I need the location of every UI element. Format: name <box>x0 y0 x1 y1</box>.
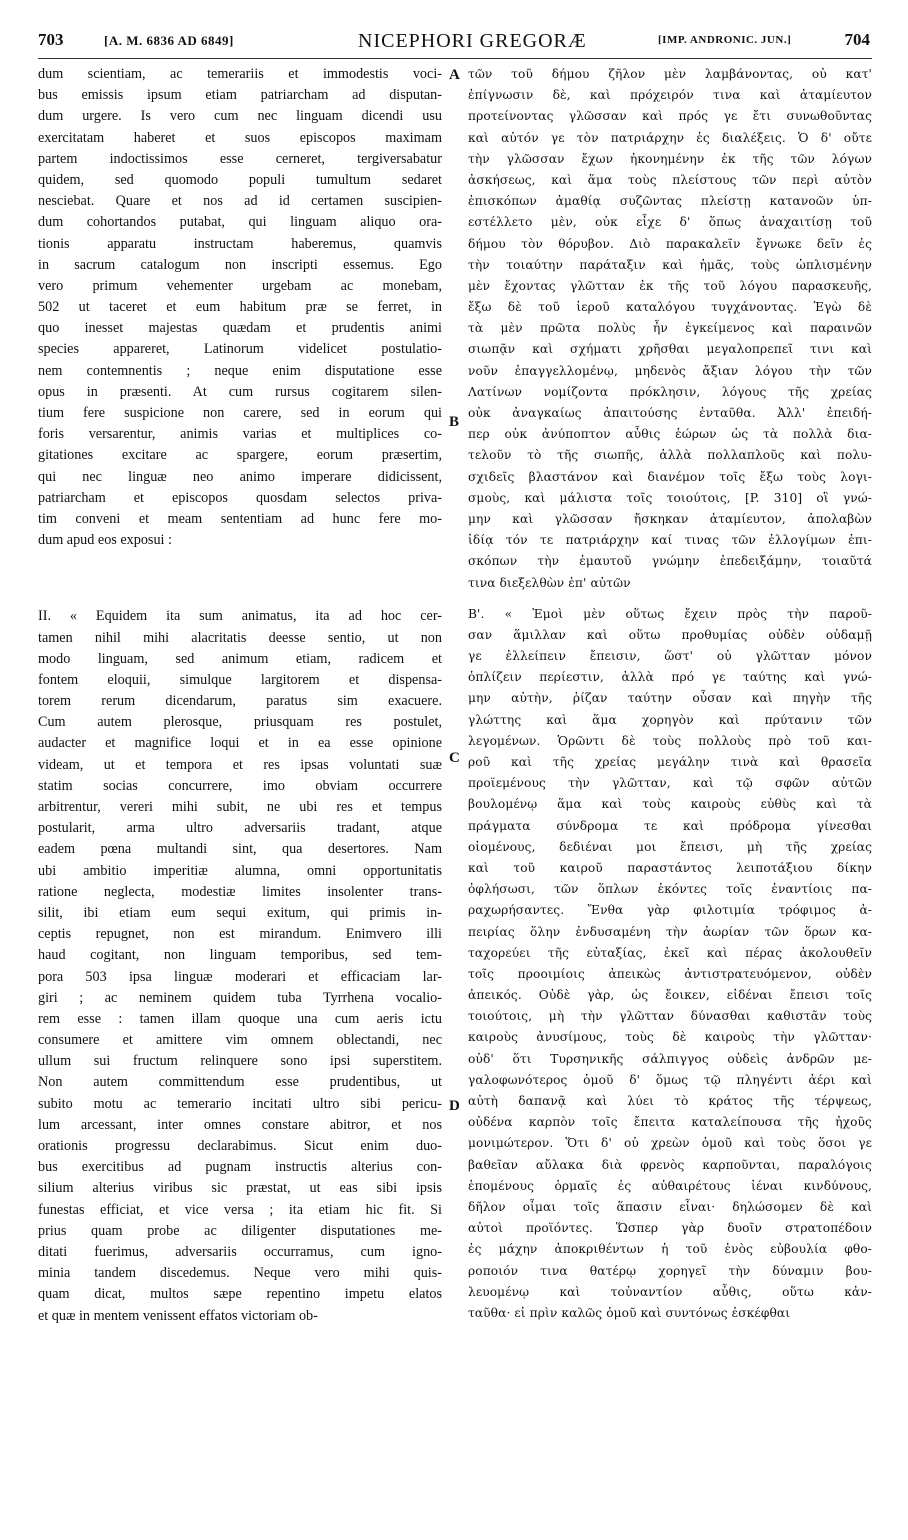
latin-text-line: pora 503 ipsa linguæ moderari et efficaciam lar- <box>38 968 442 985</box>
latin-text-line: arbitrentur, vereri mihi subit, ne ubi res et tempus <box>38 799 442 815</box>
latin-text-line: ratione neglecta, modestiæ limites insolenter trans- <box>38 883 442 900</box>
greek-text-line: οὐκ ἀναγκαίως ἀπαιτούσης ἐνταῦθα. Ἀλλ' ἐπειδή- <box>468 406 872 420</box>
latin-text-line: funestas efficiat, et vice versa ; ita etiam hic fit. Si <box>38 1201 442 1218</box>
reign-label: [IMP. ANDRONIC. JUN.] <box>658 34 792 46</box>
latin-text-line: nesciebat. Quare et nos ad id certamen suscipien- <box>38 193 442 210</box>
latin-text-line: II. « Equidem ita sum animatus, ita ad hoc cer- <box>38 608 442 625</box>
latin-text-line: silit, ibi etiam eum sequi exitum, qui primis in- <box>38 904 442 921</box>
latin-text-line: modo linguam, sed animum etiam, radicem et <box>38 650 442 667</box>
latin-text-line: postularit, arma ultro adversariis tradant, atque <box>38 820 442 837</box>
greek-text-line: ἀπεικός. Οὐδὲ γὰρ, ὡς ἔοικεν, εἰδέναι ἔπεισι τοῖς <box>468 988 872 1003</box>
latin-text-line: dum cohortandos putabat, qui linguam aliquo ora- <box>38 214 442 231</box>
greek-text-line: βαθεῖαν αὔλακα διὰ φρενὸς καρποῦνται, παραλόγοις <box>468 1157 872 1172</box>
latin-text-line: tim conveni et meam sententiam ad hunc fere mo- <box>38 510 442 527</box>
greek-text-line: δήμου τὸν θόρυβον. Διὸ παρακαλεῖν ἔγνωκε δεῖν ἐς <box>468 236 872 251</box>
greek-column <box>468 64 872 1324</box>
greek-text-line: καὶ αὐτόν γε τὸν πατριάρχην ἐς διαλέξεις. Ὁ δ' οὔτε <box>468 130 872 145</box>
greek-text-line: Λατίνων νομίζοντα πρόκλησιν, λόγους τῆς χρείας <box>468 384 872 399</box>
greek-text-line: ροῦ καὶ τῆς χρείας μεγάλην τινὰ καὶ θρασεῖα <box>468 755 872 769</box>
greek-text-line: λευομένῳ καὶ τοὐναντίον αὖθις, οὕτω κἀν- <box>468 1284 872 1299</box>
paragraph-gap <box>468 594 872 604</box>
greek-text-line: σιωπᾷν καὶ σχήματι χρῆσθαι μεγαλοπρεπεῖ τινι καὶ <box>468 342 872 357</box>
latin-text-line: Cum autem plerosque, priusquam res postulet, <box>38 714 442 731</box>
latin-text-line: tium fere suspicione non carere, sed in eorum qui <box>38 405 442 421</box>
latin-column <box>38 64 442 1327</box>
page-number-right: 704 <box>844 30 870 49</box>
greek-text-line: οἰομένους, δεδιέναι μοι ἔπεισι, μὴ τῆς χρείας <box>468 839 872 854</box>
greek-text-line: μην αὐτὴν, ῥίζαν ταύτην οὖσαν καὶ πηγὴν τῆς <box>468 691 872 706</box>
latin-text-line: bus emissis ipsum etiam patriarcham ad disputan- <box>38 87 442 104</box>
greek-text-line: αὐτὴ δαπανᾷ καὶ λύει τὸ κράτος τῆς τέρψεως, <box>468 1094 872 1108</box>
greek-text-line: τὴν γλῶσσαν ἔχων ἠκονημένην ἐκ τῆς τῶν λόγων <box>468 151 872 166</box>
latin-text-line: partem indoctissimos esse cerneret, tergiversabatur <box>38 150 442 167</box>
greek-text-line: πράγματα σύνδρομα τε καὶ πρόδρομα γίνεσθαι <box>468 818 872 833</box>
latin-text-line: quidem, sed quomodo populi tumultum sedaret <box>38 171 442 188</box>
greek-text-line: τινα διεξελθὼν ἐπ' αὐτῶν <box>468 575 631 590</box>
greek-text-line: ταχορεύει τῆς εὐταξίας, ἐκεῖ καὶ πέρας ἀκολουθεῖν <box>468 945 872 960</box>
latin-text-line: prius quam probe ac diligenter disputationes me- <box>38 1222 442 1239</box>
greek-text-line: οὐδένα καρπὸν τοῖς ἔπειτα καταλείπουσα τῆς ἠχοῦς <box>468 1115 872 1130</box>
greek-text-line: τελοῦν τὸ τῆς σιωπῆς, ἀλλὰ πολλαπλοῦς καὶ πολυ- <box>468 448 872 463</box>
latin-text-line: nem contemnentis ; neque enim disputatione esse <box>38 362 442 379</box>
latin-text-line: opus in præsenti. At cum rursus cogitarem silen- <box>38 383 442 400</box>
greek-text-line: πειρίας ὅλην ἐνδυσαμένη τὴν ἀωρίαν τῶν ὅρων κα- <box>468 924 872 939</box>
latin-text-line: in sacrum catalogum non inscripti essemus. Ego <box>38 256 442 273</box>
margin-marker-c: C <box>449 750 460 766</box>
latin-text-line: bus exercitibus ad pugnam instructis alterius con- <box>38 1159 442 1176</box>
page-number-left: 703 <box>38 30 64 49</box>
running-header <box>38 30 870 58</box>
greek-text-line: περ οὐκ ἀνύποπτον αὖθις ἑώρων ὡς τὰ πολλὰ δια- <box>468 427 872 442</box>
greek-text-line: σμοὺς, καὶ μάλιστα τοῖς τοιούτοις, [P. 310] οἳ γνώ- <box>468 490 872 505</box>
greek-text-line: προϊεμένους τὴν γλῶτταν, καὶ τῷ σφῶν αὐτῶν <box>468 776 872 791</box>
latin-text-line: species appareret, Latinorum videlicet postulatio- <box>38 341 442 358</box>
greek-text-line: μονιμώτερον. Ὅτι δ' οὐ χρεὼν ὁμοῦ καὶ τοὺς ὅσοι γε <box>468 1136 872 1151</box>
latin-text-line: minia tandem discedemus. Neque vero mihi quis- <box>38 1265 442 1282</box>
greek-text-line: καὶ τοῦ καιροῦ παραστάντος λειποτάξιου δίκην <box>468 860 872 875</box>
greek-text-line: ἔξω δὲ τοῦ ἱεροῦ καταλόγου τυγχάνοντας. Ἐγὼ δὲ <box>468 300 872 315</box>
greek-text-line: ραχωρήσαντες. Ἔνθα γὰρ φιλοτιμία τρόφιμος ἀ- <box>468 903 872 918</box>
latin-text-line: eadem pœna multandi sint, qua desertores. Nam <box>38 841 442 858</box>
greek-text-line: σκόπων τὴν ἐμαυτοῦ γνώμην ἐπεδειξάμην, τοιαῦτά <box>468 554 872 569</box>
latin-text-line: giri ; ac neminem quidem tuba Tyrrhena vocalio- <box>38 989 442 1006</box>
latin-text-line: qui nec linguæ neo animo imperare didicissent, <box>38 468 442 485</box>
greek-text-line: λεγομένων. Ὁρῶντι δὲ τοὺς πολλοὺς πρὸ τοῦ και- <box>468 733 872 748</box>
margin-marker-d: D <box>449 1098 460 1114</box>
latin-text-line: fontem eloquii, simulque largitorem et dispensa- <box>38 671 442 688</box>
greek-text-line: τῶν τοῦ δήμου ζῆλον μὲν λαμβάνοντας, οὐ κατ' <box>468 67 872 81</box>
margin-marker-a: A <box>449 67 460 83</box>
latin-text-line: dum apud eos exposui : <box>38 532 172 549</box>
greek-text-line: τοῖς προοιμίοις ἀπεικὼς ἀντιστρατευόμενον, οὐδὲν <box>468 966 872 981</box>
greek-text-line: γαλοφωνότερος ὁμοῦ δ' ὅμως τῷ πληγέντι ἀέρι καὶ <box>468 1072 872 1087</box>
greek-text-line: ἐπισκόπων ἀμαθίᾳ συζῶντας πλείστῃ κατανοῶν ὑπ- <box>468 194 872 209</box>
greek-text-line: σαν ἅμιλλαν καὶ οὕτω προθυμίας οὐδὲν οὐδαμῇ <box>468 627 872 642</box>
latin-text-line: lum arcessant, inter omnes constare abitror, et nos <box>38 1116 442 1133</box>
greek-text-line: σχιδεῖς βλαστάνον καὶ διανέμον τοῖς ἔξω τοὺς λογι- <box>468 469 872 484</box>
greek-text-line: δῆλον οἶμαι τοῖς ἅπασιν εἶναι· δηλώσομεν δὲ καὶ <box>468 1199 872 1214</box>
latin-text-line: tamen nihil mihi alacritatis deesse sentio, ut non <box>38 629 442 646</box>
greek-text-line: τὴν τοιαύτην παράταξιν καὶ ἡμᾶς, τοὺς ὡπλισμένην <box>468 257 872 272</box>
latin-text-line: patriarcham et episcopos quosdam selectos priva- <box>38 489 442 506</box>
latin-text-line: et quæ in mentem venissent effatos victoriam ob- <box>38 1307 318 1324</box>
running-title: NICEPHORI GREGORÆ <box>358 30 587 52</box>
latin-text-line: dum urgere. Is vero cum nec linguam dicendi usu <box>38 108 442 125</box>
year-range: [A. M. 6836 AD 6849] <box>104 33 234 48</box>
greek-text-line: εστέλλετο μὲν, οὐκ εἶχε δ' ὅπως ἀναχαιτίσῃ τοῦ <box>468 215 872 230</box>
latin-text-line: gitationes excitare ac spargere, eorum præsertim, <box>38 447 442 464</box>
greek-text-line: ἀσκήσεως, καὶ ἅμα τοὺς πλείστους τῶν περὶ αὐτὸν <box>468 172 872 187</box>
greek-text-line: μην καὶ γλῶσσαν ἤσκηκαν ἀταμίευτον, ἀπολαβὼν <box>468 511 872 526</box>
greek-text-line: τὰ μὲν πρῶτα πολὺς ἦν ἐγκείμενος καὶ παραινῶν <box>468 321 872 336</box>
greek-text-line: ἐς μάχην ἀποκριθέντων ἡ τοῦ ἑνὸς εὐβουλία φθο- <box>468 1242 872 1257</box>
greek-text-line: γλώττης καὶ ἅμα χορηγὸν καὶ πρύτανιν τῶν <box>468 712 872 727</box>
greek-text-line: ἰδίᾳ τόν τε πατριάρχην καί τινας τῶν ἐλλογίμων ἐπι- <box>468 533 872 548</box>
paragraph-gap <box>38 551 442 606</box>
latin-text-line: quo inesset majestas quædam et prudentis animi <box>38 320 442 337</box>
greek-text-line: ὁπλίζειν περίεστιν, ἀλλὰ πρό γε ταύτης καὶ γνώ- <box>468 670 872 685</box>
greek-text-line: ροποιόν τινα θατέρῳ χορηγεῖ τὴν δύναμιν βου- <box>468 1263 872 1278</box>
margin-marker-b: B <box>449 414 460 430</box>
greek-text-line: αὐτοὶ προϊόντες. Ὥσπερ γὰρ δυοῖν στρατοπέδοιν <box>468 1221 872 1236</box>
latin-text-line: ubi ambitio imperitiæ alumna, omni opportunitatis <box>38 862 442 879</box>
latin-text-line: tionis apparatu instructam haberemus, quamvis <box>38 235 442 252</box>
greek-text-line: νοῦν ἐπαγγελλομένῳ, μηδενὸς ἄξιαν λόγου τὴν τῶν <box>468 363 872 378</box>
latin-text-line: foris versarentur, animis varias et multiplices co- <box>38 426 442 443</box>
greek-text-line: Β'. « Ἐμοὶ μὲν οὕτως ἔχειν πρὸς τὴν παροῦ- <box>468 606 872 621</box>
latin-text-line: videam, ut et tempora et res ipsas voluntati suæ <box>38 756 442 773</box>
latin-text-line: vero primum vehementer urgebam ac monebam, <box>38 277 442 294</box>
latin-text-line: dum scientiam, ac temerariis et immodestis voci- <box>38 66 442 82</box>
latin-text-line: ceptis repugnet, non est mirandum. Enimvero illi <box>38 926 442 943</box>
greek-text-line: τοιούτοις, μὴ τὴν γλῶτταν δύνασθαι καθιστᾶν τοὺς <box>468 1009 872 1024</box>
latin-text-line: Non autem committendum esse prudentibus, ut <box>38 1074 442 1091</box>
latin-text-line: ullum sui fructum relinquere sono ipsi superstitem. <box>38 1053 442 1070</box>
latin-text-line: quam dicat, multos sæpe repentino impetu elatos <box>38 1286 442 1303</box>
latin-text-line: orationis progressu declarabimus. Sicut enim duo- <box>38 1138 442 1154</box>
latin-text-line: subito motu ac temerario incitati ultro sibi pericu- <box>38 1095 442 1112</box>
latin-text-line: exercitatam haberet et suos episcopos maximam <box>38 129 442 146</box>
latin-text-line: torem rerum dicendarum, paratus sim exacuere. <box>38 693 442 710</box>
latin-text-line: audacter et magnifice loqui et in ea esse opinione <box>38 735 442 752</box>
latin-text-line: silium alterius viribus sic præstat, ut eas sibi ipsis <box>38 1180 442 1197</box>
header-rule <box>38 58 872 59</box>
greek-text-line: μὲν ἔχοντας γλῶτταν ἐκ τῆς τοῦ λόγου παρασκευῆς, <box>468 278 872 293</box>
greek-text-line: οὐδ' ὅτι Τυρσηνικῆς σάλπιγγος οὐδεὶς ἀνδρῶν με- <box>468 1051 872 1066</box>
greek-text-line: ἑπομένους ὁρμαῖς ἐς αὐθαιρέτους ἰέναι κινδύνους, <box>468 1178 872 1193</box>
latin-text-line: ditati fuerimus, adversariis occurramus, cum igno- <box>38 1243 442 1260</box>
greek-text-line: βουλομένῳ ἅμα καὶ τοὺς καιροὺς εὐθὺς καὶ τὰ <box>468 797 872 812</box>
greek-text-line: ταῦθα· εἰ πρὶν καλῶς ὁμοῦ καὶ συντόνως ἐσκέφθαι <box>468 1305 791 1320</box>
latin-text-line: haud cogitant, non linguam temporibus, sed tem- <box>38 947 442 964</box>
greek-text-line: καιροὺς ἀνυσίμους, τοὺς δὲ καιροὺς τὴν γλῶτταν· <box>468 1030 872 1045</box>
greek-text-line: ἐπίγνωσιν δὲ, καὶ πρόχειρόν τινα καὶ ἀταμίευτον <box>468 88 872 103</box>
latin-text-line: 502 ut taceret et eum habitum præ se ferret, in <box>38 299 442 316</box>
greek-text-line: ὀφλήσωσι, τῶν ὅπλων ἑκόντες τοῖς ἐναντίοις πα- <box>468 882 872 897</box>
greek-text-line: προτείνοντας γλῶσσαν καὶ πρός γε ἔτι συνωθοῦντας <box>468 109 872 124</box>
latin-text-line: statim socias concurrere, imo obviam occurrere <box>38 777 442 794</box>
latin-text-line: rem esse : tamen illam quoque una cum aeris ictu <box>38 1010 442 1027</box>
greek-text-line: γε ἐλλείπειν ἔπεισιν, ὥστ' οὐ γλῶτταν μόνον <box>468 649 872 664</box>
latin-text-line: consumere et amittere vim omnem oblectandi, nec <box>38 1032 442 1049</box>
